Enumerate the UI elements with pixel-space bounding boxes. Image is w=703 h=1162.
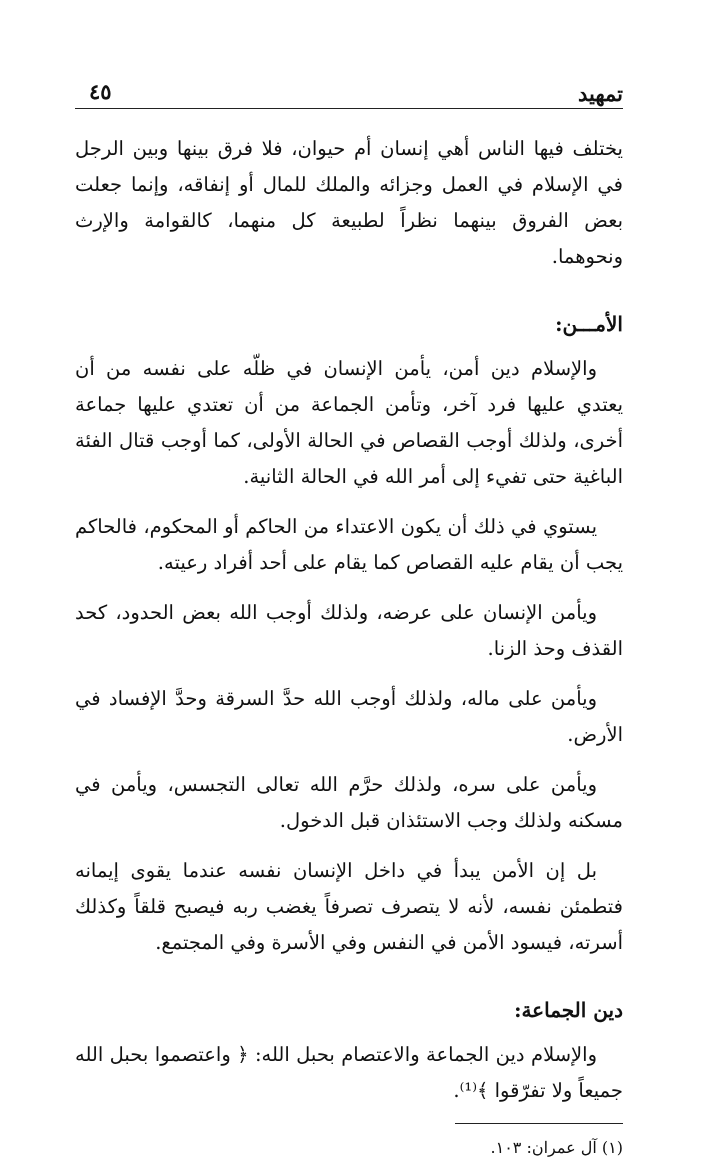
heading-community: دين الجماعة:: [514, 998, 623, 1022]
paragraph-1: يختلف فيها الناس أهي إنسان أم حيوان، فلا فرق بينها وبين الرجل في الإسلام في العمل وجزائه والملك للمال أو إنفاقه، وإنما جعلت بعض الفروق بينهما نظراً لطبيعة كل منهما، كالقوامة والإرث ونحوهما.: [75, 137, 623, 268]
paragraph-5: ويأمن على ماله، ولذلك أوجب الله حدَّ السرقة وحدَّ الإفساد في الأرض.: [75, 687, 623, 746]
paragraph-2: والإسلام دين أمن، يأمن الإنسان في ظلّه على نفسه من أن يعتدي عليها فرد آخر، وتأمن الجماعة من أن تعتدي عليها جماعة أخرى، ولذلك أوجب القصاص في الحالة الأولى، كما أوجب قتال الفئة الباغية حتى تفيء إلى أمر الله في الحالة الثانية.: [75, 357, 623, 488]
page-body: [75, 131, 623, 1162]
paragraph-8: والإسلام دين الجماعة والاعتصام بحبل الله: ﴿ واعتصموا بحبل الله جميعاً ولا تفرّقوا ﴾⁽¹⁾.: [75, 1043, 623, 1102]
paragraph-6: ويأمن على سره، ولذلك حرَّم الله تعالى التجسس، ويأمن في مسكنه ولذلك وجب الاستئذان قبل الدخول.: [75, 773, 623, 832]
footnote: (١) آل عمران: ١٠٣.: [490, 1138, 623, 1157]
footnote-separator: [455, 1123, 623, 1124]
paragraph-7: بل إن الأمن يبدأ في داخل الإنسان نفسه عندما يقوى إيمانه فتطمئن نفسه، لأنه لا يتصرف تصرفاً يغضب ربه فيصبح قلقاً وكذلك أسرته، فيسود الأمن في النفس وفي الأسرة وفي المجتمع.: [75, 859, 623, 954]
heading-security: الأمـــن:: [555, 312, 623, 336]
section-title: تمهيد: [577, 81, 623, 106]
paragraph-4: ويأمن الإنسان على عرضه، ولذلك أوجب الله بعض الحدود، كحد القذف وحذ الزنا.: [75, 601, 623, 660]
page-header: [75, 70, 623, 109]
book-page: [75, 70, 623, 1157]
page-number: ٤٥: [89, 79, 112, 104]
paragraph-3: يستوي في ذلك أن يكون الاعتداء من الحاكم أو المحكوم، فالحاكم يجب أن يقام عليه القصاص كما يقام على أحد أفراد رعيته.: [75, 515, 623, 574]
